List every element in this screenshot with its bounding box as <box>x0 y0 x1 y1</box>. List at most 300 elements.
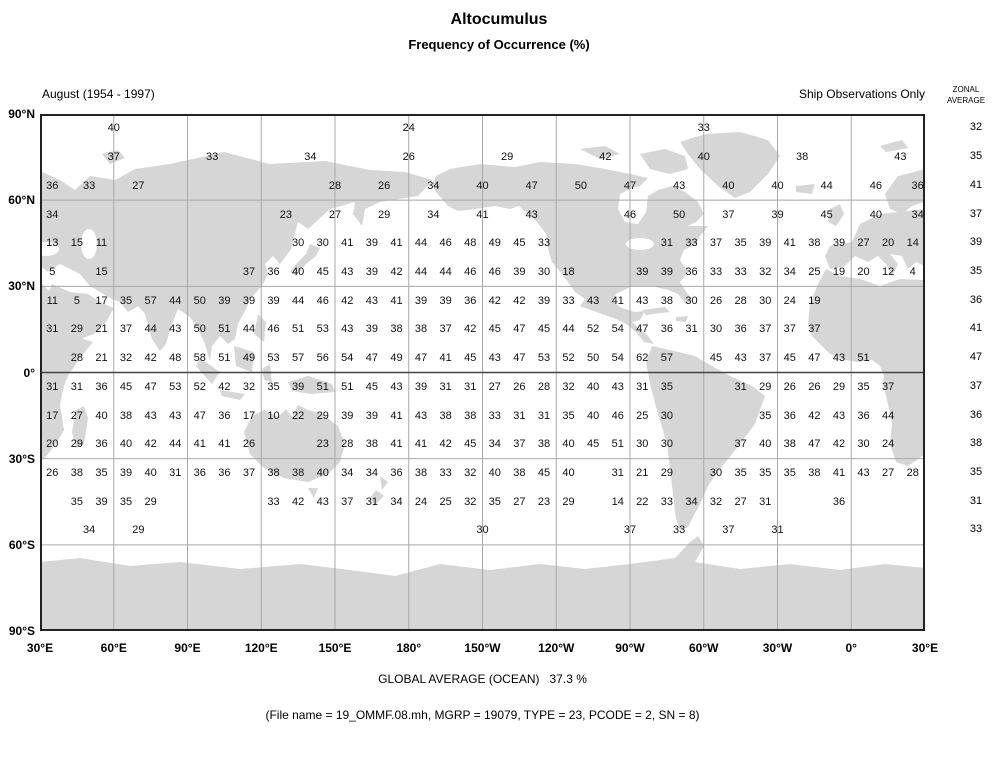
grid-value: 37 <box>119 323 133 336</box>
grid-value: 34 <box>83 524 96 537</box>
grid-value: 54 <box>611 323 624 336</box>
grid-value: 44 <box>292 294 305 307</box>
grid-value: 42 <box>832 438 846 451</box>
grid-value: 26 <box>46 467 59 480</box>
grid-value: 41 <box>414 438 428 451</box>
grid-value: 42 <box>144 438 157 451</box>
grid-value: 32 <box>562 380 575 393</box>
grid-value: 28 <box>341 438 354 451</box>
grid-value: 46 <box>464 265 477 278</box>
grid-value: 22 <box>636 495 649 508</box>
grid-value: 41 <box>611 294 624 307</box>
grid-value: 35 <box>759 467 772 480</box>
grid-value: 31 <box>660 237 673 250</box>
grid-value: 36 <box>832 495 846 508</box>
grid-value: 37 <box>242 265 256 278</box>
grid-value: 42 <box>808 409 821 422</box>
grid-value: 39 <box>95 495 108 508</box>
zonal-average-value: 37 <box>969 379 983 392</box>
grid-value: 35 <box>734 467 747 480</box>
grid-value: 42 <box>488 294 501 307</box>
grid-value: 31 <box>365 495 378 508</box>
grid-value: 31 <box>759 495 772 508</box>
grid-value: 29 <box>132 524 145 537</box>
grid-value: 35 <box>119 495 133 508</box>
grid-value: 40 <box>316 467 329 480</box>
zonal-average-header <box>936 84 996 106</box>
grid-value: 35 <box>70 495 83 508</box>
grid-value: 42 <box>390 265 403 278</box>
grid-value: 12 <box>882 265 895 278</box>
grid-value: 44 <box>562 323 575 336</box>
grid-value: 53 <box>537 352 551 365</box>
grid-value: 14 <box>906 237 919 250</box>
grid-value: 30 <box>759 294 772 307</box>
grid-value: 23 <box>316 438 329 451</box>
grid-value: 46 <box>611 409 624 422</box>
grid-value: 30 <box>660 438 673 451</box>
grid-value: 26 <box>402 151 415 164</box>
grid-value: 39 <box>439 294 452 307</box>
grid-value: 43 <box>414 409 428 422</box>
grid-value: 47 <box>808 352 821 365</box>
grid-value: 11 <box>46 294 58 307</box>
grid-value: 32 <box>464 495 477 508</box>
grid-value: 37 <box>439 323 452 336</box>
grid-value: 53 <box>169 380 182 393</box>
grid-value: 52 <box>193 380 206 393</box>
grid-value: 31 <box>537 409 551 422</box>
grid-value: 36 <box>857 409 870 422</box>
grid-value: 40 <box>587 380 600 393</box>
lon-tick-label: 90°W <box>615 641 645 655</box>
grid-value: 30 <box>685 294 698 307</box>
grid-value: 21 <box>95 352 108 365</box>
grid-value: 32 <box>709 495 723 508</box>
grid-value: 38 <box>267 467 280 480</box>
lon-tick-label: 0° <box>845 641 857 655</box>
grid-value: 25 <box>439 495 452 508</box>
grid-value: 34 <box>427 179 440 192</box>
grid-value: 25 <box>636 409 649 422</box>
grid-value: 37 <box>107 151 120 164</box>
grid-value: 19 <box>832 265 846 278</box>
grid-value: 36 <box>685 265 698 278</box>
zonal-average-value: 31 <box>969 494 983 507</box>
grid-value: 33 <box>267 495 280 508</box>
grid-value: 30 <box>537 265 551 278</box>
grid-value: 37 <box>623 524 637 537</box>
grid-value: 29 <box>832 380 846 393</box>
zonal-average-value: 36 <box>969 293 983 306</box>
grid-value: 27 <box>488 380 501 393</box>
grid-value: 19 <box>808 294 821 307</box>
lat-tick-label: 0° <box>23 365 35 380</box>
grid-value: 45 <box>464 352 477 365</box>
grid-value: 34 <box>427 208 440 221</box>
grid-value: 39 <box>365 265 378 278</box>
grid-value: 35 <box>734 237 747 250</box>
lon-tick-label: 120°E <box>244 641 278 655</box>
grid-value: 31 <box>636 380 649 393</box>
grid-value: 29 <box>70 438 83 451</box>
grid-value: 43 <box>611 380 624 393</box>
grid-value: 30 <box>709 467 723 480</box>
grid-value: 40 <box>759 438 772 451</box>
grid-value: 38 <box>808 467 821 480</box>
grid-value: 56 <box>316 352 329 365</box>
grid-value: 51 <box>857 352 870 365</box>
grid-value: 40 <box>562 438 575 451</box>
landmass-new-zealand-north <box>380 476 388 490</box>
grid-value: 36 <box>95 380 108 393</box>
grid-value: 37 <box>513 438 526 451</box>
lon-tick-label: 30°W <box>762 641 793 655</box>
grid-value: 38 <box>513 467 526 480</box>
landmass-africa-west <box>808 269 925 466</box>
zonal-average-value: 41 <box>969 322 983 335</box>
grid-value: 42 <box>599 151 612 164</box>
grid-value: 54 <box>611 352 624 365</box>
grid-value: 37 <box>759 352 772 365</box>
grid-value: 33 <box>660 495 673 508</box>
lon-tick-label: 150°E <box>318 641 352 655</box>
grid-value: 41 <box>390 294 403 307</box>
grid-value: 47 <box>144 380 157 393</box>
grid-value: 42 <box>218 380 231 393</box>
grid-value: 37 <box>783 323 796 336</box>
grid-value: 35 <box>857 380 870 393</box>
grid-value: 35 <box>95 467 108 480</box>
grid-value: 38 <box>365 438 378 451</box>
grid-value: 43 <box>525 208 538 221</box>
lon-tick-label: 180° <box>396 641 422 655</box>
grid-value: 30 <box>316 237 329 250</box>
grid-value: 47 <box>513 352 526 365</box>
world-map <box>40 114 925 631</box>
grid-value: 26 <box>783 380 796 393</box>
grid-value: 51 <box>218 352 231 365</box>
grid-value: 29 <box>70 323 83 336</box>
grid-value: 43 <box>144 409 157 422</box>
grid-value: 31 <box>771 524 784 537</box>
grid-value: 14 <box>611 495 624 508</box>
zonal-header-line2: AVERAGE <box>946 96 986 105</box>
grid-value: 35 <box>119 294 133 307</box>
grid-value: 39 <box>759 237 772 250</box>
grid-value: 21 <box>95 323 108 336</box>
grid-value: 45 <box>820 208 833 221</box>
grid-value: 47 <box>513 323 526 336</box>
grid-value: 28 <box>537 380 551 393</box>
grid-value: 50 <box>673 208 686 221</box>
grid-value: 34 <box>365 467 378 480</box>
grid-value: 31 <box>611 467 624 480</box>
landmass-iceland <box>796 184 815 194</box>
grid-value: 18 <box>562 265 575 278</box>
grid-value: 51 <box>292 323 305 336</box>
zonal-average-value: 36 <box>969 408 983 421</box>
grid-value: 30 <box>660 409 673 422</box>
grid-value: 50 <box>193 323 206 336</box>
grid-value: 51 <box>341 380 354 393</box>
grid-value: 41 <box>439 352 452 365</box>
grid-value: 21 <box>636 467 649 480</box>
grid-value: 36 <box>95 438 108 451</box>
grid-value: 52 <box>562 352 575 365</box>
grid-value: 29 <box>660 467 673 480</box>
grid-value: 43 <box>636 294 649 307</box>
grid-value: 4 <box>909 265 916 278</box>
grid-value: 23 <box>279 208 292 221</box>
grid-value: 33 <box>709 265 723 278</box>
lon-tick-label: 30°E <box>26 641 54 655</box>
grid-value: 32 <box>759 265 772 278</box>
landmass-hispaniola <box>676 316 688 322</box>
grid-value: 44 <box>144 323 157 336</box>
grid-value: 36 <box>218 467 231 480</box>
grid-value: 36 <box>734 323 747 336</box>
grid-value: 33 <box>562 294 575 307</box>
grid-value: 40 <box>488 467 501 480</box>
grid-value: 46 <box>267 323 280 336</box>
grid-value: 30 <box>636 438 649 451</box>
grid-value: 38 <box>414 323 428 336</box>
grid-value: 42 <box>341 294 354 307</box>
grid-value: 35 <box>660 380 673 393</box>
grid-value: 35 <box>267 380 280 393</box>
grid-value: 34 <box>685 495 698 508</box>
grid-value: 53 <box>316 323 329 336</box>
grid-value: 40 <box>292 265 305 278</box>
grid-value: 45 <box>537 323 551 336</box>
landmass-cuba <box>642 307 670 315</box>
grid-value: 46 <box>869 179 882 192</box>
grid-value: 49 <box>390 352 403 365</box>
grid-value: 32 <box>119 352 133 365</box>
grid-value: 42 <box>144 352 157 365</box>
landmass-baffin-island <box>640 149 688 174</box>
grid-value: 44 <box>820 179 833 192</box>
grid-value: 39 <box>513 265 526 278</box>
grid-value: 20 <box>882 237 895 250</box>
grid-value: 38 <box>390 323 403 336</box>
grid-value: 30 <box>476 524 489 537</box>
grid-value: 34 <box>488 438 501 451</box>
grid-value: 29 <box>316 409 329 422</box>
global-average-label: GLOBAL AVERAGE (OCEAN) 37.3 % <box>378 672 587 686</box>
grid-value: 26 <box>378 179 391 192</box>
grid-value: 57 <box>144 294 157 307</box>
grid-value: 20 <box>46 438 59 451</box>
grid-value: 28 <box>70 352 83 365</box>
grid-value: 41 <box>832 467 846 480</box>
grid-value: 41 <box>783 237 796 250</box>
grid-value: 41 <box>341 237 354 250</box>
grid-value: 39 <box>242 294 256 307</box>
grid-value: 28 <box>328 179 342 192</box>
lat-tick-label: 60°S <box>8 537 35 552</box>
grid-value: 27 <box>857 237 870 250</box>
grid-value: 39 <box>341 409 354 422</box>
grid-value: 32 <box>242 380 256 393</box>
grid-value: 40 <box>95 409 108 422</box>
grid-value: 43 <box>734 352 747 365</box>
grid-value: 28 <box>734 294 747 307</box>
grid-value: 37 <box>759 323 772 336</box>
grid-value: 34 <box>304 151 317 164</box>
grid-value: 24 <box>402 122 415 135</box>
grid-value: 11 <box>95 237 108 250</box>
grid-value: 43 <box>365 294 378 307</box>
grid-value: 40 <box>476 179 489 192</box>
grid-value: 34 <box>911 208 924 221</box>
grid-value: 34 <box>783 265 796 278</box>
grid-value: 47 <box>365 352 378 365</box>
grid-value: 49 <box>488 237 501 250</box>
grid-value: 39 <box>771 208 784 221</box>
grid-value: 44 <box>242 323 256 336</box>
grid-value: 58 <box>193 352 206 365</box>
grid-value: 34 <box>390 495 403 508</box>
grid-value: 29 <box>562 495 575 508</box>
grid-value: 36 <box>267 265 280 278</box>
grid-value: 15 <box>95 265 108 278</box>
landmass-philippines <box>254 314 266 342</box>
grid-value: 33 <box>83 179 96 192</box>
grid-value: 31 <box>46 380 59 393</box>
grid-value: 38 <box>660 294 673 307</box>
grid-value: 24 <box>414 495 428 508</box>
grid-value: 30 <box>292 237 305 250</box>
grid-value: 43 <box>341 265 354 278</box>
grid-value: 38 <box>70 467 83 480</box>
grid-value: 44 <box>439 265 452 278</box>
grid-value: 44 <box>169 294 182 307</box>
grid-value: 48 <box>169 352 182 365</box>
grid-value: 36 <box>390 467 403 480</box>
grid-value: 38 <box>783 438 796 451</box>
grid-value: 45 <box>464 438 477 451</box>
lat-tick-label: 30°N <box>8 279 35 294</box>
grid-value: 29 <box>378 208 391 221</box>
lat-tick-label: 60°N <box>8 193 35 208</box>
grid-value: 27 <box>734 495 747 508</box>
grid-value: 40 <box>562 467 575 480</box>
grid-value: 41 <box>390 409 403 422</box>
grid-value: 40 <box>119 438 133 451</box>
grid-value: 44 <box>169 438 182 451</box>
grid-value: 38 <box>795 151 809 164</box>
grid-value: 37 <box>808 323 821 336</box>
grid-value: 37 <box>242 467 256 480</box>
grid-value: 40 <box>697 151 710 164</box>
grid-value: 38 <box>439 409 452 422</box>
caspian-sea <box>81 229 97 259</box>
grid-value: 41 <box>390 237 403 250</box>
lat-tick-label: 90°N <box>8 107 35 121</box>
grid-value: 39 <box>292 380 305 393</box>
grid-value: 45 <box>783 352 796 365</box>
grid-value: 39 <box>119 467 133 480</box>
grid-value: 47 <box>193 409 206 422</box>
grid-value: 33 <box>734 265 747 278</box>
grid-value: 45 <box>709 352 723 365</box>
grid-value: 31 <box>70 380 83 393</box>
grid-value: 47 <box>525 179 538 192</box>
page-title: Altocumulus <box>450 11 548 28</box>
grid-value: 35 <box>488 495 501 508</box>
grid-value: 44 <box>882 409 895 422</box>
grid-value: 28 <box>906 467 919 480</box>
grid-value: 34 <box>341 467 354 480</box>
grid-value: 39 <box>537 294 551 307</box>
grid-value: 30 <box>857 438 870 451</box>
lon-tick-label: 30°E <box>911 641 939 655</box>
source-label: Ship Observations Only <box>798 87 925 101</box>
grid-value: 45 <box>587 438 600 451</box>
grid-value: 43 <box>169 323 182 336</box>
page-subtitle: Frequency of Occurrence (%) <box>408 37 590 52</box>
grid-value: 62 <box>636 352 649 365</box>
grid-value: 44 <box>414 265 428 278</box>
zonal-average-value: 35 <box>969 466 983 479</box>
grid-value: 5 <box>73 294 80 307</box>
grid-value: 54 <box>341 352 354 365</box>
grid-value: 45 <box>537 467 551 480</box>
grid-value: 27 <box>882 467 895 480</box>
grid-value: 42 <box>439 438 452 451</box>
grid-value: 46 <box>316 294 329 307</box>
grid-value: 43 <box>673 179 686 192</box>
grid-value: 45 <box>513 237 526 250</box>
grid-value: 27 <box>132 179 145 192</box>
grid-value: 32 <box>464 467 477 480</box>
grid-value: 39 <box>832 237 846 250</box>
grid-value: 39 <box>660 265 673 278</box>
lon-tick-label: 120°W <box>538 641 575 655</box>
grid-value: 29 <box>500 151 514 164</box>
grid-value: 34 <box>46 208 59 221</box>
grid-value: 24 <box>882 438 895 451</box>
grid-value: 35 <box>759 409 772 422</box>
grid-value: 36 <box>46 179 59 192</box>
grid-value: 48 <box>464 237 477 250</box>
grid-value: 42 <box>513 294 526 307</box>
grid-value: 27 <box>328 208 342 221</box>
grid-value: 47 <box>636 323 649 336</box>
grid-value: 33 <box>697 122 710 135</box>
grid-value: 42 <box>292 495 305 508</box>
grid-value: 47 <box>808 438 821 451</box>
grid-value: 40 <box>144 467 157 480</box>
grid-value: 36 <box>783 409 796 422</box>
grid-value: 31 <box>513 409 526 422</box>
grid-value: 45 <box>365 380 378 393</box>
grid-value: 31 <box>169 467 182 480</box>
grid-value: 25 <box>808 265 821 278</box>
grid-value: 43 <box>832 409 846 422</box>
grid-value: 41 <box>476 208 489 221</box>
grid-value: 43 <box>488 352 501 365</box>
grid-value: 31 <box>464 380 477 393</box>
grid-value: 40 <box>587 409 600 422</box>
zonal-average-value: 37 <box>969 207 983 220</box>
period-label: August (1954 - 1997) <box>42 87 155 101</box>
grid-value: 45 <box>316 265 329 278</box>
grid-value: 5 <box>49 265 56 278</box>
zonal-average-value: 47 <box>969 351 983 364</box>
